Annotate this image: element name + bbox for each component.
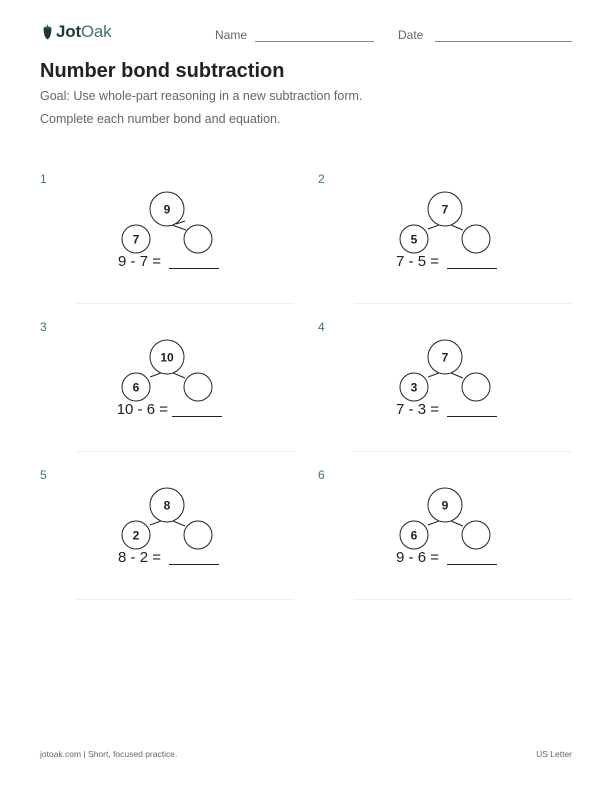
equation: 7 - 5 = [396,253,439,270]
answer-blank[interactable] [172,416,222,417]
missing-part-circle[interactable] [184,521,212,549]
footer-right: US Letter [536,749,572,759]
equation: 10 - 6 = [116,401,168,418]
date-field[interactable] [435,41,572,42]
number-bond [318,172,574,252]
footer-left: jotoak.com | Short, focused practice. [40,749,178,759]
name-label: Name [215,28,248,42]
page-title: Number bond subtraction [40,60,285,82]
missing-part-circle[interactable] [184,373,212,401]
number-bond [318,320,574,400]
whole-value: 9 [163,202,171,217]
problem-number: 2 [318,172,325,186]
problem-5 [40,468,296,606]
divider [354,303,572,304]
brand-name-part2: Oak [80,22,112,41]
missing-part-circle[interactable] [462,373,490,401]
date-label: Date [398,28,424,42]
whole-value: 9 [441,498,449,513]
brand-name-part1: Jot [56,22,81,41]
divider [76,451,294,452]
equation: 9 - 6 = [396,549,439,566]
equation: 7 - 3 = [396,401,439,418]
missing-part-circle[interactable] [462,521,490,549]
worksheet-header [40,20,572,44]
whole-value: 10 [160,350,174,365]
problem-4 [318,320,574,458]
problem-number: 6 [318,468,325,482]
divider [354,599,572,600]
whole-value: 8 [163,498,171,513]
whole-value: 7 [441,202,449,217]
whole-value: 7 [441,350,449,365]
answer-blank[interactable] [447,268,497,269]
name-field[interactable] [255,41,374,42]
part-value: 5 [410,232,418,247]
equation: 9 - 7 = [118,253,161,270]
part-value: 6 [132,380,140,395]
equation: 8 - 2 = [118,549,161,566]
problem-number: 4 [318,320,325,334]
problem-6 [318,468,574,606]
part-value: 3 [410,380,418,395]
problem-3 [40,320,296,458]
part-value: 7 [132,232,140,247]
brand-name [56,22,111,42]
part-value: 6 [410,528,418,543]
number-bond [40,320,296,400]
missing-part-circle[interactable] [462,225,490,253]
answer-blank[interactable] [447,564,497,565]
problem-number: 1 [40,172,47,186]
problem-2 [318,172,574,310]
number-bond [40,468,296,548]
problem-1 [40,172,296,310]
part-value: 2 [132,528,140,543]
goal-text: Goal: Use whole-part reasoning in a new subtraction form. [40,89,363,103]
answer-blank[interactable] [447,416,497,417]
instructions-text: Complete each number bond and equation. [40,112,281,126]
divider [354,451,572,452]
problem-number: 5 [40,468,47,482]
problem-number: 3 [40,320,47,334]
answer-blank[interactable] [169,564,219,565]
logo [42,22,111,42]
number-bond [40,172,296,252]
acorn-icon [42,24,53,40]
answer-blank[interactable] [169,268,219,269]
divider [76,599,294,600]
number-bond [318,468,574,548]
divider [76,303,294,304]
missing-part-circle[interactable] [184,225,212,253]
